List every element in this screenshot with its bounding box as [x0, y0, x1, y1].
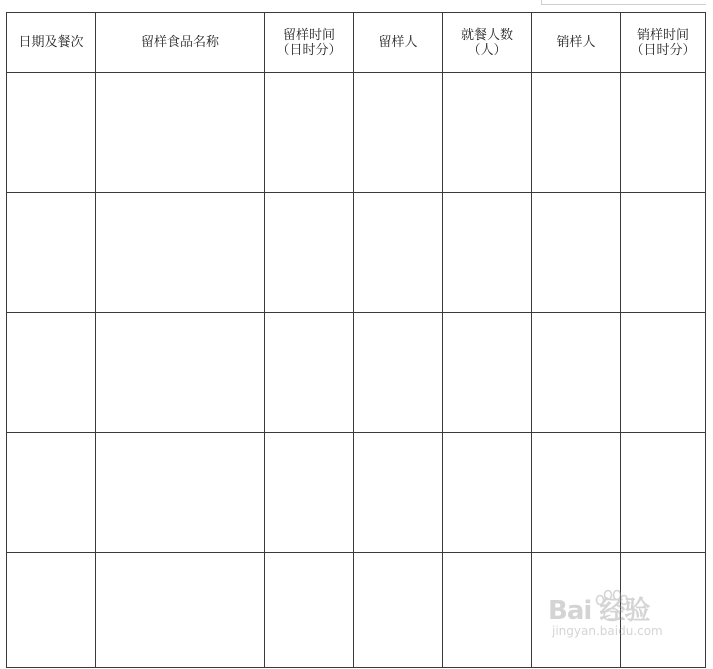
table-cell[interactable]: [96, 73, 265, 193]
table-cell[interactable]: [532, 73, 621, 193]
header-diner-count: 就餐人数 （人）: [443, 13, 532, 73]
table-row: [7, 433, 706, 553]
top-border-remnant: [541, 0, 706, 5]
table-cell[interactable]: [354, 73, 443, 193]
table-cell[interactable]: [265, 313, 354, 433]
table-cell[interactable]: [7, 553, 96, 668]
header-date-meal: 日期及餐次: [7, 13, 96, 73]
table-row: [7, 313, 706, 433]
table-cell[interactable]: [532, 553, 621, 668]
table-row: [7, 73, 706, 193]
table-cell[interactable]: [532, 433, 621, 553]
watermark-url: jingyan.baidu.com: [552, 624, 663, 638]
table-cell[interactable]: [443, 433, 532, 553]
table-cell[interactable]: [265, 193, 354, 313]
table-row: [7, 193, 706, 313]
table-cell[interactable]: [354, 433, 443, 553]
table-cell[interactable]: [265, 433, 354, 553]
table-row: [7, 553, 706, 668]
table-cell[interactable]: [7, 313, 96, 433]
table-cell[interactable]: [96, 553, 265, 668]
table-cell[interactable]: [265, 73, 354, 193]
table-cell[interactable]: [96, 433, 265, 553]
table-cell[interactable]: [443, 73, 532, 193]
table-cell[interactable]: [621, 313, 706, 433]
header-row: [7, 13, 706, 73]
table-cell[interactable]: [443, 553, 532, 668]
table-cell[interactable]: [354, 313, 443, 433]
table-cell[interactable]: [532, 193, 621, 313]
header-sampler: 留样人: [354, 13, 443, 73]
table-cell[interactable]: [265, 553, 354, 668]
table-cell[interactable]: [96, 193, 265, 313]
table-cell[interactable]: [621, 73, 706, 193]
table-cell[interactable]: [621, 193, 706, 313]
watermark-brand: Bai 经验: [548, 596, 650, 626]
table-cell[interactable]: [354, 193, 443, 313]
table-cell[interactable]: [443, 313, 532, 433]
header-disposer: 销样人: [532, 13, 621, 73]
table-cell[interactable]: [7, 433, 96, 553]
table-cell[interactable]: [621, 553, 706, 668]
table-cell[interactable]: [354, 553, 443, 668]
table-cell[interactable]: [443, 193, 532, 313]
table-cell[interactable]: [532, 313, 621, 433]
table-cell[interactable]: [7, 73, 96, 193]
table-cell[interactable]: [621, 433, 706, 553]
table-cell[interactable]: [7, 193, 96, 313]
header-food-name: 留样食品名称: [96, 13, 265, 73]
header-dispose-time: 销样时间 （日时分）: [621, 13, 706, 73]
table-cell[interactable]: [96, 313, 265, 433]
header-sample-time: 留样时间 （日时分）: [265, 13, 354, 73]
food-sample-record-table: [6, 12, 706, 668]
